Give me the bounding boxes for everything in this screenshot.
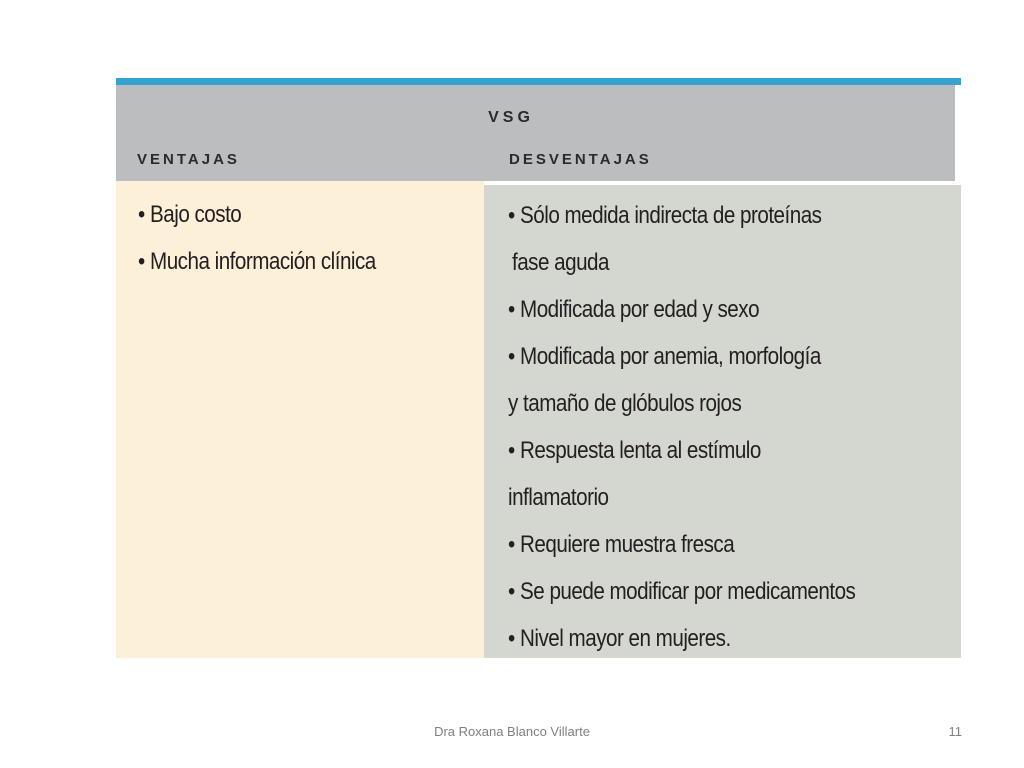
- bullet-icon: •: [138, 248, 145, 275]
- list-item-continuation: [508, 380, 855, 427]
- vsg-table: [116, 78, 961, 658]
- desventajas-header: DESVENTAJAS: [509, 151, 652, 168]
- list-item: [138, 191, 376, 238]
- list-item-text: Se puede modificar por medicamentos: [520, 578, 856, 605]
- list-item-text: y tamaño de glóbulos rojos: [508, 390, 742, 417]
- footer-author-text: Dra Roxana Blanco Villarte: [434, 724, 590, 739]
- bullet-icon: •: [508, 578, 515, 605]
- table-header: [116, 85, 955, 181]
- bullet-icon: •: [508, 625, 515, 652]
- list-item-text: inflamatorio: [508, 484, 609, 511]
- list-item-text: Respuesta lenta al estímulo: [520, 437, 761, 464]
- desventajas-column: [484, 185, 961, 658]
- footer-author: [0, 724, 1024, 739]
- table-top-rule: [116, 78, 961, 85]
- ventajas-list: [138, 191, 414, 285]
- bullet-icon: •: [508, 296, 515, 323]
- list-item: [508, 286, 855, 333]
- list-item: [508, 333, 855, 380]
- desventajas-list: [508, 192, 912, 662]
- list-item-text: Nivel mayor en mujeres.: [520, 625, 731, 652]
- list-item: [138, 238, 376, 285]
- ventajas-header: VENTAJAS: [137, 151, 240, 168]
- list-item-text: Sólo medida indirecta de proteínas: [520, 202, 822, 229]
- list-item-text: Requiere muestra fresca: [520, 531, 735, 558]
- slide-number: 11: [948, 724, 962, 739]
- table-title: VSG: [488, 109, 534, 126]
- bullet-icon: •: [508, 343, 515, 370]
- list-item: [508, 427, 855, 474]
- bullet-icon: •: [508, 531, 515, 558]
- bullet-icon: •: [508, 437, 515, 464]
- list-item: [508, 521, 855, 568]
- list-item-text: Bajo costo: [150, 201, 242, 228]
- list-item-text: Modificada por edad y sexo: [520, 296, 760, 323]
- list-item-text: Modificada por anemia, morfología: [520, 343, 821, 370]
- list-item: [508, 615, 855, 662]
- list-item: [508, 568, 855, 615]
- list-item-text: fase aguda: [512, 249, 609, 276]
- list-item-continuation: [512, 239, 856, 286]
- ventajas-column: [116, 181, 484, 658]
- bullet-icon: •: [138, 201, 145, 228]
- list-item-continuation: [508, 474, 855, 521]
- bullet-icon: •: [508, 202, 515, 229]
- list-item: [508, 192, 855, 239]
- list-item-text: Mucha información clínica: [150, 248, 376, 275]
